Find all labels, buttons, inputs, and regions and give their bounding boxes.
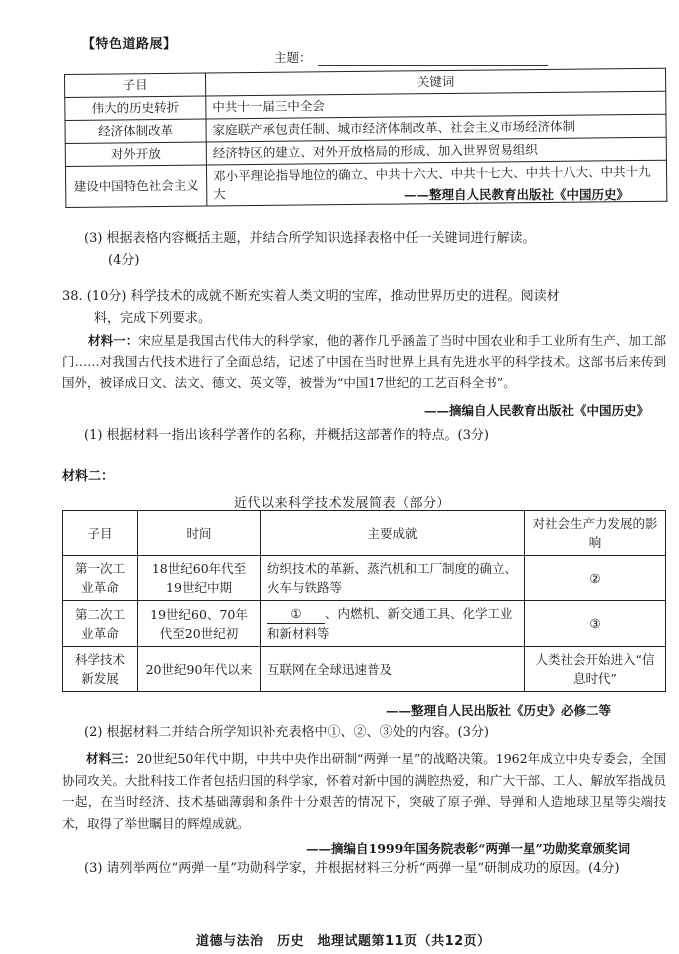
header-cell: 关键词 <box>205 68 665 96</box>
row-topic: 第一次工业革命 <box>63 556 138 601</box>
question-38-2: (2) 根据材料二并结合所学知识补充表格中①、②、③处的内容。(3分) <box>84 725 489 740</box>
intro-line: 38. (10分) 科学技术的成就不断充实着人类文明的宝库，推动世界历史的进程。阅读材 <box>62 289 560 304</box>
table1-source: ——整理自人民教育出版社《中国历史》 <box>404 187 630 202</box>
header-cell: 子目 <box>63 511 138 556</box>
row-effect: ② <box>525 556 666 601</box>
material-1-source: ——摘编自人民教育出版社《中国历史》 <box>424 403 650 418</box>
material-2-label: 材料二： <box>62 469 115 484</box>
row-topic: 经济体制改革 <box>65 119 206 143</box>
row-keywords: 家庭联产承包责任制、城市经济体制改革、社会主义市场经济体制 <box>206 114 666 142</box>
material-3-source: ——摘编自1999年国务院表彰“两弹一星”功勋奖章颁奖词 <box>306 841 631 856</box>
science-table-wrap <box>62 510 670 692</box>
row-topic: 建设中国特色社会主义 <box>65 165 206 207</box>
question-3-section1 <box>84 228 664 272</box>
row-topic: 伟大的历史转折 <box>65 96 206 120</box>
header-cell: 时间 <box>138 511 261 556</box>
blank-1: ① <box>267 604 325 624</box>
material-3 <box>62 748 666 834</box>
header-cell: 主要成就 <box>261 511 525 556</box>
header-cell: 对社会生产力发展的影响 <box>525 511 666 556</box>
row-topic: 科学技术新发展 <box>63 647 138 692</box>
row-keywords: 邓小平理论指导地位的确立、中共十六大、中共十七大、中共十八大、中共十九大 <box>206 160 666 206</box>
material-text: 宋应星是我国古代伟大的科学家，他的著作几乎涵盖了当时中国农业和手工业所有生产、加工部门……对我国古代技术进行了全面总结，记述了中国在当时世界上具有先进水平的科学技术。这部书后来传到国外，被译成日文、法文、德文、英文等，被誉为“中国17世纪的工艺百科全书”。 <box>62 333 666 390</box>
material-1 <box>62 330 666 393</box>
header-cell: 子目 <box>65 73 206 97</box>
row-effect: 人类社会开始进入“信息时代” <box>525 647 666 692</box>
row-achievement: 纺织技术的革新、蒸汽机和工厂制度的确立、火车与铁路等 <box>261 556 525 601</box>
question-38-1: (1) 根据材料一指出该科学著作的名称，并概括这部著作的特点。(3分) <box>84 428 489 443</box>
table-row <box>63 601 666 647</box>
table2-caption: 近代以来科学技术发展简表（部分） <box>234 496 451 511</box>
question-score: (4分) <box>108 253 140 268</box>
row-time: 20世纪90年代以来 <box>138 647 261 692</box>
row-topic: 第二次工业革命 <box>63 601 138 647</box>
material-label: 材料一： <box>88 333 139 348</box>
row-achievement <box>261 601 525 647</box>
science-tech-table <box>62 510 666 692</box>
row-keywords: 经济特区的建立、对外开放格局的形成、加入世界贸易组织 <box>206 137 666 165</box>
table-row <box>63 647 666 692</box>
subject-blank-line <box>318 53 548 66</box>
achievement-text: 、内燃机、新交通工具、化学工业和新材料等 <box>267 606 513 641</box>
question-38-3: (3) 请列举两位“两弹一星”功勋科学家，并根据材料三分析“两弹一星”研制成功的原因。(4分) <box>84 861 620 876</box>
row-time: 19世纪60、70年代至20世纪初 <box>138 601 261 647</box>
subject-label: 主题： <box>274 48 548 66</box>
intro-line: 料，完成下列要求。 <box>94 311 212 326</box>
question-38-intro <box>62 286 668 330</box>
table-row <box>63 556 666 601</box>
table-header-row <box>63 511 666 556</box>
row-topic: 对外开放 <box>65 142 206 166</box>
page-footer: 道德与法治 历史 地理试题第11页（共12页） <box>196 934 491 949</box>
special-road-section <box>64 28 668 208</box>
row-effect: ③ <box>525 601 666 647</box>
material-text: 20世纪50年代中期，中共中央作出研制“两弹一星”的战略决策。1962年成立中央专委会，全国协同攻关。大批科技工作者包括归国的科学家，怀着对新中国的满腔热爱，和广大干部、工人、解放军指战员一起，在当时经济、技术基础薄弱和条件十分艰苦的情况下，突破了原子弹、导弹和人造地球卫星等尖端技术，取得了举世瞩目的辉煌成就。 <box>62 751 666 831</box>
section-title: 【特色道路展】 <box>82 37 177 52</box>
row-keywords: 中共十一届三中全会 <box>206 91 666 119</box>
question-text: (3) 根据表格内容概括主题，并结合所学知识选择表格中任一关键词进行解读。 <box>84 231 536 246</box>
table2-source: ——整理自人民出版社《历史》必修二等 <box>386 703 612 718</box>
material-label: 材料三： <box>86 751 137 766</box>
row-achievement: 互联网在全球迅速普及 <box>261 647 525 692</box>
row-time: 18世纪60年代至19世纪中期 <box>138 556 261 601</box>
